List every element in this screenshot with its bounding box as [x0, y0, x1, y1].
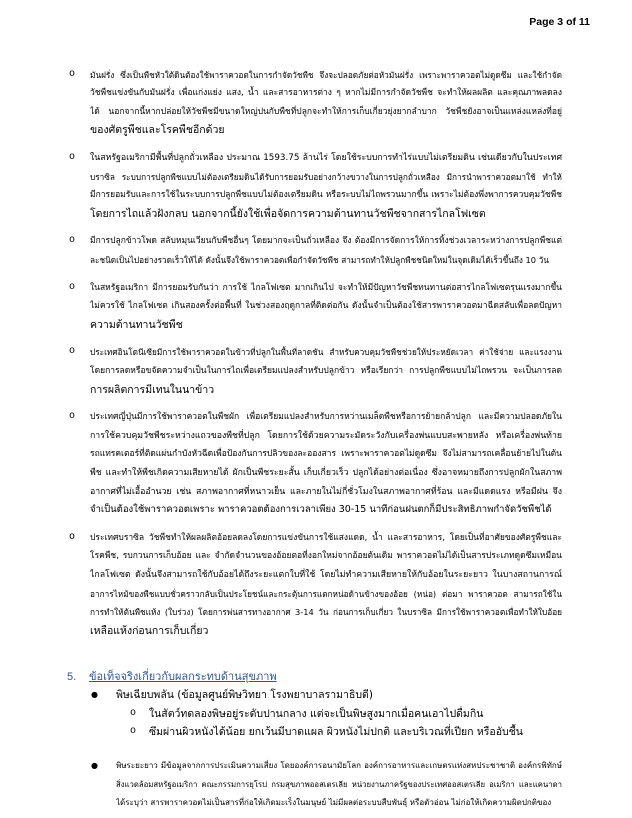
- herbicide-usage-list: [0, 66, 632, 641]
- list-item: [0, 723, 632, 742]
- text-line: ในสหรัฐอเมริกามีพื้นที่ปลูกถั่วเหลือง ประมาณ 1593.75 ล้านไร่ โดยใช้ระบบการทำไร่แบบไม่เตรียมดิน เช่นเดียวกับในประเทศ: [90, 153, 562, 164]
- text-line: ไม่ควรใช้ ไกลโฟเซต เกินสองครั้งต่อพื้นที่ ในช่วงสองฤดูกาลที่ติดต่อกัน ดังนั้นจำเป็นต้องใช้สารพาราควอตมาฉีดสลับเพื่อลดปัญหา: [90, 301, 562, 312]
- text-line: ประเทศญี่ปุ่นมีการใช้พาราควอตในพืชผัก เพื่อเตรียมแปลงสำหรับการหว่านเมล็ดพืชหรือการย้ายกล้าปลูก และมีความปลอดภัยใน: [90, 412, 562, 423]
- list-item: [0, 686, 632, 705]
- text-line: เหลือแห้งก่อนการเก็บเกี่ยว: [90, 624, 209, 637]
- text-line: มันฝรั่ง ซึ่งเป็นพืชหัวใต้ดินต้องใช้พาราควอตในการกำจัดวัชพืช จึงจะปลอดภัยต่อหัวมันฝรั่ง เพราะพาราควอตไม่ดูดซึม และใช้กำจัด: [90, 69, 562, 80]
- text-line: อาการไหม้ของพืชแบบชั่วคราวกลับเป็นประโยชน์และกระตุ้นการแตกหน่อด้านข้างของอ้อย (หน่อ) ต่อมา พาราควอต สามารถใช้ใน: [90, 588, 562, 599]
- text-line: สิ่งแวดล้อมสหรัฐอเมริกา คณะกรรมการยุโรป กรมสุขภาพออสเตรเลีย หน่วยงานภาครัฐของประเทศออสเตรเลีย อเมริกา และแคนาดา: [116, 779, 562, 789]
- text-line: ของศัตรูพืชและโรคพืชอีกด้วย: [90, 124, 225, 137]
- text-line: โรคพืช, รบกวนการเก็บอ้อย และ จำกัดจำนวนของอ้อยตอที่งอกใหม่จากอ้อยต้นเดิม พาราควอตไม่ได้เป็นสารประเภทดูดซึมเหมือน: [90, 551, 562, 562]
- section-title: ข้อเท็จจริงเกี่ยวกับผลกระทบด้านสุขภาพ: [89, 669, 277, 683]
- bullet-marker: o: [130, 707, 137, 719]
- text-line: อากาศที่ไม่เอื้ออำนวย เช่น สภาพอากาศที่หนาวเย็น และภายในไม่กี่ชั่วโมงในสภาพอากาศที่ร้อน และมีแดดแรง หรือมีฝน จึง: [90, 486, 562, 497]
- item-text: [149, 705, 562, 724]
- list-item: [0, 232, 632, 269]
- item-text: [90, 529, 562, 641]
- section-number: 5.: [67, 670, 77, 683]
- text-line: ในสหรัฐอเมริกา มีการยอมรับกันว่า การใช้ ไกลโฟเซต มากเกินไป จะทำให้มีปัญหาวัชพืชทนทานต่อสารไกลโฟเซตรุนแรงมากขึ้น: [90, 282, 562, 293]
- bullet-marker: o: [69, 235, 76, 247]
- text-line: มีการยอมรับและการใช้ในระบบการปลูกพืชแบบไม่ต้องเตรียมดิน หรือระบบไม่ไถพรวนมากขึ้น เพราะไม่ต้องพึ่งพาการควบคุมวัชพืช: [90, 190, 562, 201]
- text-line: ความต้านทานวัชพืช: [90, 318, 183, 331]
- item-text: [116, 686, 562, 705]
- text-line: พืช และทำให้พืชเกิดความเสียหายได้ ผักเป็นพืชระยะสั้น เก็บเกี่ยวเร็ว ปลูกได้อย่างต่อเนื่อง ซึ่งอาจหมายถึงการปลูกผักในสภาพ: [90, 467, 562, 478]
- bullet-marker: o: [69, 346, 76, 358]
- section-health-effects: [0, 668, 632, 813]
- text-line: ไกลโฟเซต ดังนั้นจึงสามารถใช้กับอ้อยได้ถึงระยะแตกใบที่ใช้ โดยไม่ทำความเสียหายให้กับอ้อยในระยะยาว ในบางสถานการณ์: [90, 569, 562, 580]
- item-text: [90, 279, 562, 335]
- bullet-marker: o: [130, 726, 137, 738]
- bullet-marker: ●: [91, 690, 98, 700]
- text-line: โดยการไถแล้วฝังกลบ นอกจากนี้ยังใช้เพื่อจัดการความต้านทานวัชพืชจากสารไกลโฟเซต: [90, 207, 486, 220]
- text-line: จำเป็นต้องใช้พาราควอตเพราะ พาราควอตต้องการเวลาเพียง 30-15 นาทีก่อนฝนตกก็มีประสิทธิภาพกำจัดวัชพืชได้: [90, 504, 552, 516]
- bullet-marker: o: [69, 281, 76, 293]
- text-line: พิษเฉียบพลัน (ข้อมูลศูนย์พิษวิทยา โรงพยาบาลรามาธิบดี): [116, 689, 373, 702]
- text-line: ได้ นอกจากนี้หากปล่อยให้วัชพืชมีขนาดใหญ่ปนกับพืชที่ปลูกจะทำให้การเก็บเกี่ยวยุ่งยากลำบาก วัชพืชยังอาจเป็นแหล่งแหล่งที่อยู่: [90, 106, 562, 117]
- item-text: [90, 408, 562, 520]
- bullet-marker: o: [69, 68, 76, 80]
- list-item: [0, 705, 632, 724]
- list-item: [0, 149, 632, 223]
- text-line: รถแทรคเตอร์ที่ติดแผ่นกำบังหัวฉีดเพื่อป้องกันการปลิวของละอองสาร เพราะพาราควอตไม่ดูดซึม จึงไม่สามารถเคลื่อนย้ายไปในต้น: [90, 449, 562, 460]
- bullet-marker: o: [69, 152, 76, 164]
- text-line: ซึมผ่านผิวหนังได้น้อย ยกเว้นมีบาดแผล ผิวหนังไม่ปกติ และบริเวณที่เปียก หรืออับชื้น: [149, 726, 523, 739]
- item-text: [90, 149, 562, 223]
- text-line: การทำให้ต้นพืชแห้ง (ใบร่วง) โดยการพ่นสารทางอากาศ 3-14 วัน ก่อนการเก็บเกี่ยว ในบราซิล มีการใช้พาราควอตเพื่อทำให้ใบอ้อย: [90, 607, 562, 618]
- text-line: วัชพืชแข่งขันกับมันฝรั่ง เพื่อแก่งแย่ง แสง, น้ำ และสารอาหารต่าง ๆ หากไม่มีการกำจัดวัชพืช จะทำให้ผลผลิต และคุณภาพลดลง: [90, 88, 562, 99]
- list-item: [0, 529, 632, 641]
- bullet-marker: o: [69, 531, 76, 543]
- text-line: ประเทศบราซิล วัชพืชทำให้ผลผลิตอ้อยลดลงโดยการแข่งขันการใช้แสงแดด, น้ำ และสารอาหาร, โดยเป็นที่อาศัยของศัตรูพืชและ: [90, 532, 562, 543]
- section-heading: [0, 668, 632, 687]
- text-line: พิษระยะยาว มีข้อมูลจากการประเมินความเสี่ยง โดยองค์การอนามัยโลก องค์การอาหารและเกษตรแห่งสหประชาชาติ องค์กรพิทักษ์: [116, 761, 562, 771]
- text-line: ได้ระบุว่า สารพาราควอตไม่เป็นสารที่ก่อให้เกิดมะเร็งในมนุษย์ ไม่มีผลต่อระบบสืบพันธุ์ หรือตัวอ่อน ไม่ก่อให้เกิดความผิดปกติของ: [116, 798, 552, 808]
- list-item: [0, 757, 632, 813]
- text-line: มีการปลูกข้าวโพด สลับหมุนเวียนกับพืชอื่นๆ โดยมากจะเป็นถั่วเหลือง จึง ต้องมีการจัดการให้การทิ้งช่วงเวลาระหว่างการปลูกพืชแต่: [90, 236, 562, 247]
- text-line: ในสัตว์ทดลองพิษอยู่ระดับปานกลาง แต่จะเป็นพิษสูงมากเมื่อคนเอาไปดื่มกิน: [149, 707, 484, 720]
- bullet-marker: ●: [91, 761, 98, 771]
- item-text: [90, 232, 562, 269]
- text-line: โดยการลดหรือขจัดความจำเป็นในการไถเพื่อเตรียมแปลงสำหรับปลูกข้าว หรือเรียกว่า การปลูกพืชแบบไม่ไถพรวน จะเป็นการลด: [90, 366, 562, 376]
- item-text: [90, 343, 562, 399]
- item-text: [149, 723, 562, 742]
- list-item: [0, 408, 632, 520]
- text-line: การผลิตการมีเทนในนาข้าว: [90, 383, 215, 396]
- text-line: บราซิล ระบบการปลูกพืชแบบไม่ต้องเตรียมดินได้รับการยอมรับอย่างกว้างขวางในการปลูกถั่วเหลือง มีการนำพาราควอตมาใช้ ทำให้: [90, 171, 562, 182]
- item-text: [116, 757, 562, 813]
- list-item: [0, 343, 632, 399]
- text-line: ละชนิดเป็นไปอย่างรวดเร็วให้ได้ ดังนั้นจึงใช้พาราควอตเพื่อกำจัดวัชพืช สามารถทำให้ปลูกพืชชนิดใหม่ในจุดเดิมได้เร็วขึ้นถึง 10 วัน: [90, 255, 549, 266]
- list-item: [0, 279, 632, 335]
- text-line: การใช้ควบคุมวัชพืชระหว่างแถวของพืชที่ปลูก โดยการใช้ด้วยความระมัดระวังกับเครื่องพ่นแบบสะพายหลัง หรือเครื่องพ่นท้าย: [90, 430, 562, 441]
- page-number-label: Page 3 of 11: [529, 16, 590, 28]
- item-text: [90, 66, 562, 140]
- text-line: ประเทศอินโดนีเซียมีการใช้พาราควอตในข้าวที่ปลูกในพื้นที่ลาดชัน สำหรับควบคุมวัชพืชช่วยให้ประหยัดเวลา ค่าใช้จ่าย และแรงงาน: [90, 347, 562, 358]
- list-item: [0, 66, 632, 140]
- health-effects-list: [0, 686, 632, 813]
- bullet-marker: o: [69, 411, 76, 423]
